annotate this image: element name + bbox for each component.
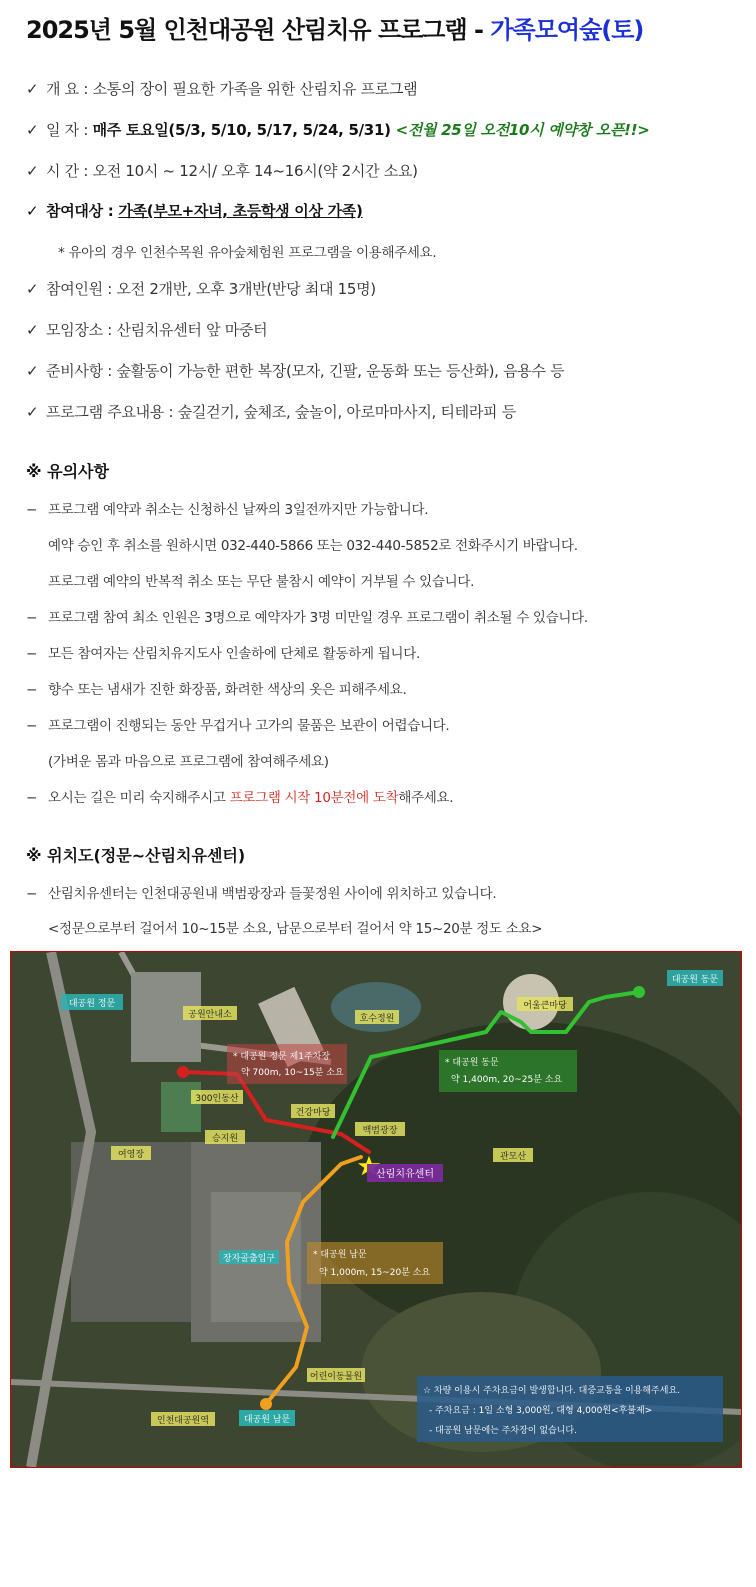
field [161,1082,201,1132]
label-300-hill: 300인동산 [195,1094,239,1104]
item-date: ✓ 일 자 : 매주 토요일(5/3, 5/10, 5/17, 5/24, 5/31) <전월 25일 오전10시 예약창 오픈!!> [26,121,650,139]
label-forest-healing-center: 산림치유센터 [376,1169,434,1180]
check-icon: ✓ [26,121,39,139]
check-icon: ✓ [26,202,39,220]
label-jangsu-entrance: 장자골출입구 [222,1254,276,1264]
label-main-gate: 대공원 정문 [68,999,116,1009]
check-icon: ✓ [26,80,39,98]
location-map [10,951,742,1468]
check-icon: ✓ [26,162,39,180]
main-gate-marker [177,1066,189,1078]
label-south-gate: 대공원 남문 [243,1415,291,1425]
item-program-content: ✓ 프로그램 주요내용 : 숲길걷기, 숲체조, 숲놀이, 아로마마사지, 티테라피 등 [26,403,516,421]
check-icon: ✓ [26,321,39,339]
item-preparation: ✓ 준비사항 : 숲활동이 가능한 편한 복장(모자, 긴팔, 운동화 또는 등산화), 음용수 등 [26,362,565,380]
label-seunggi: 승지원 [211,1134,239,1144]
check-icon: ✓ [26,403,39,421]
check-icon: ✓ [26,280,39,298]
callout-east-gate-sub: 약 1,400m, 20~25분 소요 [451,1075,563,1085]
notice-line-arrival: − 오시는 길은 미리 숙지해주시고 프로그램 시작 10분전에 도착해주세요. [26,790,454,806]
page-title: 2025년 5월 인천대공원 산림치유 프로그램 - 가족모여숲(토) [26,16,644,44]
notice-line: − 모든 참여자는 산림치유지도사 인솔하에 단체로 활동하게 됩니다. [26,646,420,662]
south-gate-marker [260,1398,272,1410]
label-info-center: 공원안내소 [188,1010,232,1020]
notice-line: − 향수 또는 냄새가 진한 화장품, 화려한 색상의 옷은 피해주세요. [26,682,407,698]
label-baekbeom-plaza: 백범광장 [362,1126,398,1136]
location-line: − 산림치유센터는 인천대공원내 백범광장과 들꽃정원 사이에 위치하고 있습니다. [26,886,497,902]
item-capacity: ✓ 참여인원 : 오전 2개반, 오후 3개반(반당 최대 15명) [26,280,376,298]
label-station: 인천대공원역 [156,1416,210,1426]
item-time: ✓ 시 간 : 오전 10시 ~ 12시/ 오후 14~16시(약 2시간 소요) [26,162,418,180]
callout-main-gate-title: * 대공원 정문 제1주차장 [233,1052,331,1062]
callout-south-gate-sub: 약 1,000m, 15~20분 소요 [319,1268,431,1278]
callout-east-gate-title: * 대공원 동문 [445,1058,499,1068]
item-meeting-place: ✓ 모임장소 : 산림치유센터 앞 마중터 [26,321,268,339]
label-yeoyeong: 여영장 [117,1150,145,1160]
parking-line: - 주차요금 : 1일 소형 3,000원, 대형 4,000원<후불제> [429,1406,653,1416]
check-icon: ✓ [26,362,39,380]
notice-line: (가벼운 몸과 마음으로 프로그램에 참여해주세요) [48,754,329,770]
notice-line: 예약 승인 후 취소를 원하시면 032-440-5866 또는 032-440-5852로 전화주시기 바랍니다. [48,538,578,554]
lake [331,982,421,1032]
notice-line: − 프로그램 참여 최소 인원은 3명으로 예약자가 3명 미만일 경우 프로그램이 취소될 수 있습니다. [26,610,588,626]
callout-east-gate [439,1050,577,1092]
notice-line: − 프로그램이 진행되는 동안 무겁거나 고가의 물품은 보관이 어렵습니다. [26,718,450,734]
notice-heading: ※ 유의사항 [26,462,109,481]
map-svg [11,952,741,1467]
item-target: ✓ 참여대상 : 가족(부모+자녀, 초등학생 이상 가족) [26,202,363,220]
label-east-gate: 대공원 동문 [671,975,719,985]
item-overview: ✓ 개 요 : 소통의 장이 필요한 가족을 위한 산림치유 프로그램 [26,80,418,98]
callout-main-gate-sub: 약 700m, 10~15분 소요 [241,1068,344,1078]
item-target-note: * 유아의 경우 인천수목원 유아숲체험원 프로그램을 이용해주세요. [58,245,437,261]
label-health-yard: 건강마당 [295,1108,331,1118]
label-lake: 호수정원 [359,1014,395,1024]
callout-main-gate [227,1044,347,1084]
east-gate-marker [633,986,645,998]
notice-line: − 프로그램 예약과 취소는 신청하신 날짜의 3일전까지만 가능합니다. [26,502,429,518]
parking-line: - 대공원 남문에는 주차장이 없습니다. [429,1426,577,1436]
label-kids-zoo: 어린이동물원 [309,1372,363,1382]
label-gwanmo-mountain: 관모산 [499,1152,527,1162]
location-heading: ※ 위치도(정문~산림치유센터) [26,846,246,865]
notice-line: 프로그램 예약의 반복적 취소 또는 무단 불참시 예약이 거부될 수 있습니다. [48,574,475,590]
label-kids-plaza: 어울큰마당 [523,1001,567,1011]
parking-line: ☆ 차량 이용시 주차요금이 발생합니다. 대중교통을 이용해주세요. [423,1386,681,1396]
callout-south-gate-title: * 대공원 남문 [313,1250,367,1260]
location-line: <정문으로부터 걸어서 10~15분 소요, 남문으로부터 걸어서 약 15~20분 정도 소요> [48,921,543,937]
